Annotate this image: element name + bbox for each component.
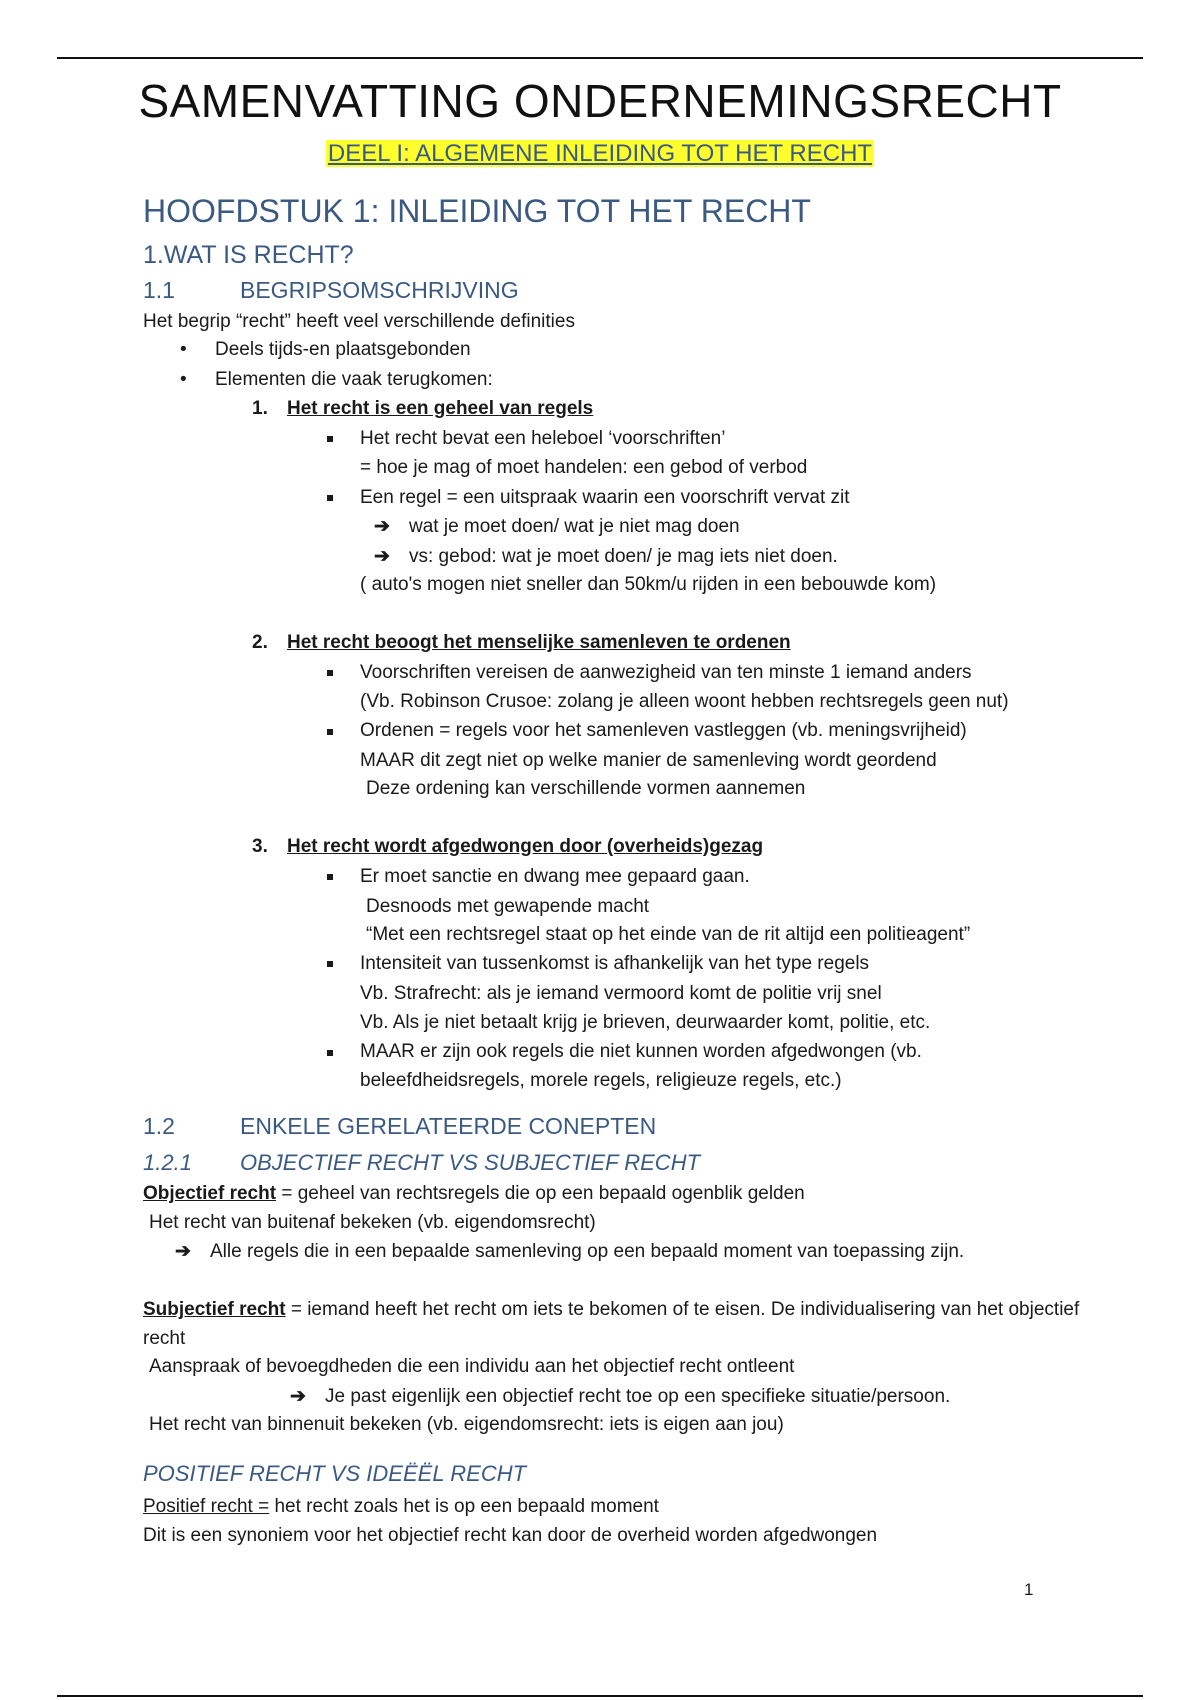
item-line: vs: gebod: wat je moet doen/ je mag iets niet doen. xyxy=(409,546,838,567)
body-line: Het recht van binnenuit bekeken (vb. eigendomsrecht: iets is eigen aan jou) xyxy=(149,1414,784,1435)
subsection-number: 1.1 xyxy=(143,277,175,303)
item-line: Intensiteit van tussenkomst is afhankelijk van het type regels xyxy=(360,953,870,974)
item-line: Desnoods met gewapende macht xyxy=(366,896,650,917)
square-bullet-icon xyxy=(327,874,333,880)
term: Subjectief recht xyxy=(143,1299,286,1320)
item-line: Vb. Strafrecht: als je iemand vermoord komt de politie vrij snel xyxy=(360,983,882,1004)
square-bullet-icon xyxy=(327,670,333,676)
definition-subjectief xyxy=(143,1298,1079,1322)
item-line: Ordenen = regels voor het samenleven vastleggen (vb. meningsvrijheid) xyxy=(360,720,967,741)
item-line: Er moet sanctie en dwang mee gepaard gaan. xyxy=(360,866,750,887)
arrow-right-icon: ➔ xyxy=(175,1241,191,1262)
positief-recht-heading: POSITIEF RECHT VS IDEËËL RECHT xyxy=(143,1461,527,1486)
subsection-title: BEGRIPSOMSCHRIJVING xyxy=(240,277,519,303)
item-line: “Met een rechtsregel staat op het einde van de rit altijd een politieagent” xyxy=(366,924,971,945)
item-line: = hoe je mag of moet handelen: een gebod of verbod xyxy=(360,457,808,478)
bullet-icon: • xyxy=(180,369,187,390)
square-bullet-icon xyxy=(327,1050,333,1056)
chapter-heading: HOOFDSTUK 1: INLEIDING TOT HET RECHT xyxy=(143,193,811,229)
definition-objectief xyxy=(143,1182,805,1206)
part-heading xyxy=(0,140,1200,168)
item-title: Het recht is een geheel van regels xyxy=(287,398,594,419)
arrow-right-icon: ➔ xyxy=(290,1386,306,1407)
subsection-1-2-heading xyxy=(143,1113,656,1140)
item-line: Het recht bevat een heleboel ‘voorschriften’ xyxy=(360,428,726,449)
document-title: SAMENVATTING ONDERNEMINGSRECHT xyxy=(138,75,1062,127)
subsection-title: ENKELE GERELATEERDE CONEPTEN xyxy=(240,1113,657,1139)
body-line: recht xyxy=(143,1328,186,1349)
item-line: (Vb. Robinson Crusoe: zolang je alleen woont hebben rechtsregels geen nut) xyxy=(360,691,1009,712)
item-line: Een regel = een uitspraak waarin een voorschrift vervat zit xyxy=(360,487,850,508)
bullet-item: Elementen die vaak terugkomen: xyxy=(215,369,493,390)
item-line: beleefdheidsregels, morele regels, religieuze regels, etc.) xyxy=(360,1070,842,1091)
body-line: Dit is een synoniem voor het objectief recht kan door de overheid worden afgedwongen xyxy=(143,1525,878,1546)
square-bullet-icon xyxy=(327,961,333,967)
term: Positief recht = xyxy=(143,1496,270,1517)
body-line: Het recht van buitenaf bekeken (vb. eigendomsrecht) xyxy=(149,1212,596,1233)
body-line: Alle regels die in een bepaalde samenleving op een bepaald moment van toepassing zijn. xyxy=(210,1241,965,1262)
item-number: 1. xyxy=(252,398,268,419)
item-title: Het recht beoogt het menselijke samenleven te ordenen xyxy=(287,632,791,653)
body-line: Je past eigenlijk een objectief recht toe op een specifieke situatie/persoon. xyxy=(325,1386,951,1407)
definition: = geheel van rechtsregels die op een bepaald ogenblik gelden xyxy=(276,1183,805,1204)
intro-text: Het begrip “recht” heeft veel verschillende definities xyxy=(143,311,575,332)
footer-rule xyxy=(57,1695,1143,1697)
item-line: Vb. Als je niet betaalt krijg je brieven, deurwaarder komt, politie, etc. xyxy=(360,1012,931,1033)
definition-positief xyxy=(143,1495,659,1519)
subsection-title: OBJECTIEF RECHT VS SUBJECTIEF RECHT xyxy=(240,1150,701,1175)
page-number: 1 xyxy=(1024,1580,1034,1599)
definition: het recht zoals het is op een bepaald moment xyxy=(269,1496,659,1517)
item-line: ( auto's mogen niet sneller dan 50km/u rijden in een bebouwde kom) xyxy=(360,574,937,595)
square-bullet-icon xyxy=(327,729,333,735)
item-title: Het recht wordt afgedwongen door (overheids)gezag xyxy=(287,836,764,857)
subsection-1-2-1-heading xyxy=(143,1150,700,1176)
header-rule xyxy=(57,57,1143,59)
square-bullet-icon xyxy=(327,495,333,501)
item-line: Deze ordening kan verschillende vormen aannemen xyxy=(366,778,806,799)
square-bullet-icon xyxy=(327,436,333,442)
item-line: Voorschriften vereisen de aanwezigheid van ten minste 1 iemand anders xyxy=(360,662,972,683)
arrow-right-icon: ➔ xyxy=(374,516,390,537)
item-number: 3. xyxy=(252,836,268,857)
body-line: Aanspraak of bevoegdheden die een individu aan het objectief recht ontleent xyxy=(149,1356,795,1377)
bullet-icon: • xyxy=(180,339,187,360)
subsection-1-1-heading xyxy=(143,277,519,304)
item-line: MAAR dit zegt niet op welke manier de samenleving wordt geordend xyxy=(360,750,937,771)
definition: = iemand heeft het recht om iets te bekomen of te eisen. De individualisering van het objectief xyxy=(285,1299,1080,1320)
arrow-right-icon: ➔ xyxy=(374,546,390,567)
item-line: MAAR er zijn ook regels die niet kunnen worden afgedwongen (vb. xyxy=(360,1041,922,1062)
item-line: wat je moet doen/ wat je niet mag doen xyxy=(409,516,740,537)
subsection-number: 1.2.1 xyxy=(143,1150,192,1175)
term: Objectief recht xyxy=(143,1183,277,1204)
subsection-number: 1.2 xyxy=(143,1113,175,1139)
part-heading-text: DEEL I: ALGEMENE INLEIDING TOT HET RECHT xyxy=(327,140,873,167)
section-heading: 1.WAT IS RECHT? xyxy=(143,241,354,269)
bullet-item: Deels tijds-en plaatsgebonden xyxy=(215,339,471,360)
item-number: 2. xyxy=(252,632,268,653)
